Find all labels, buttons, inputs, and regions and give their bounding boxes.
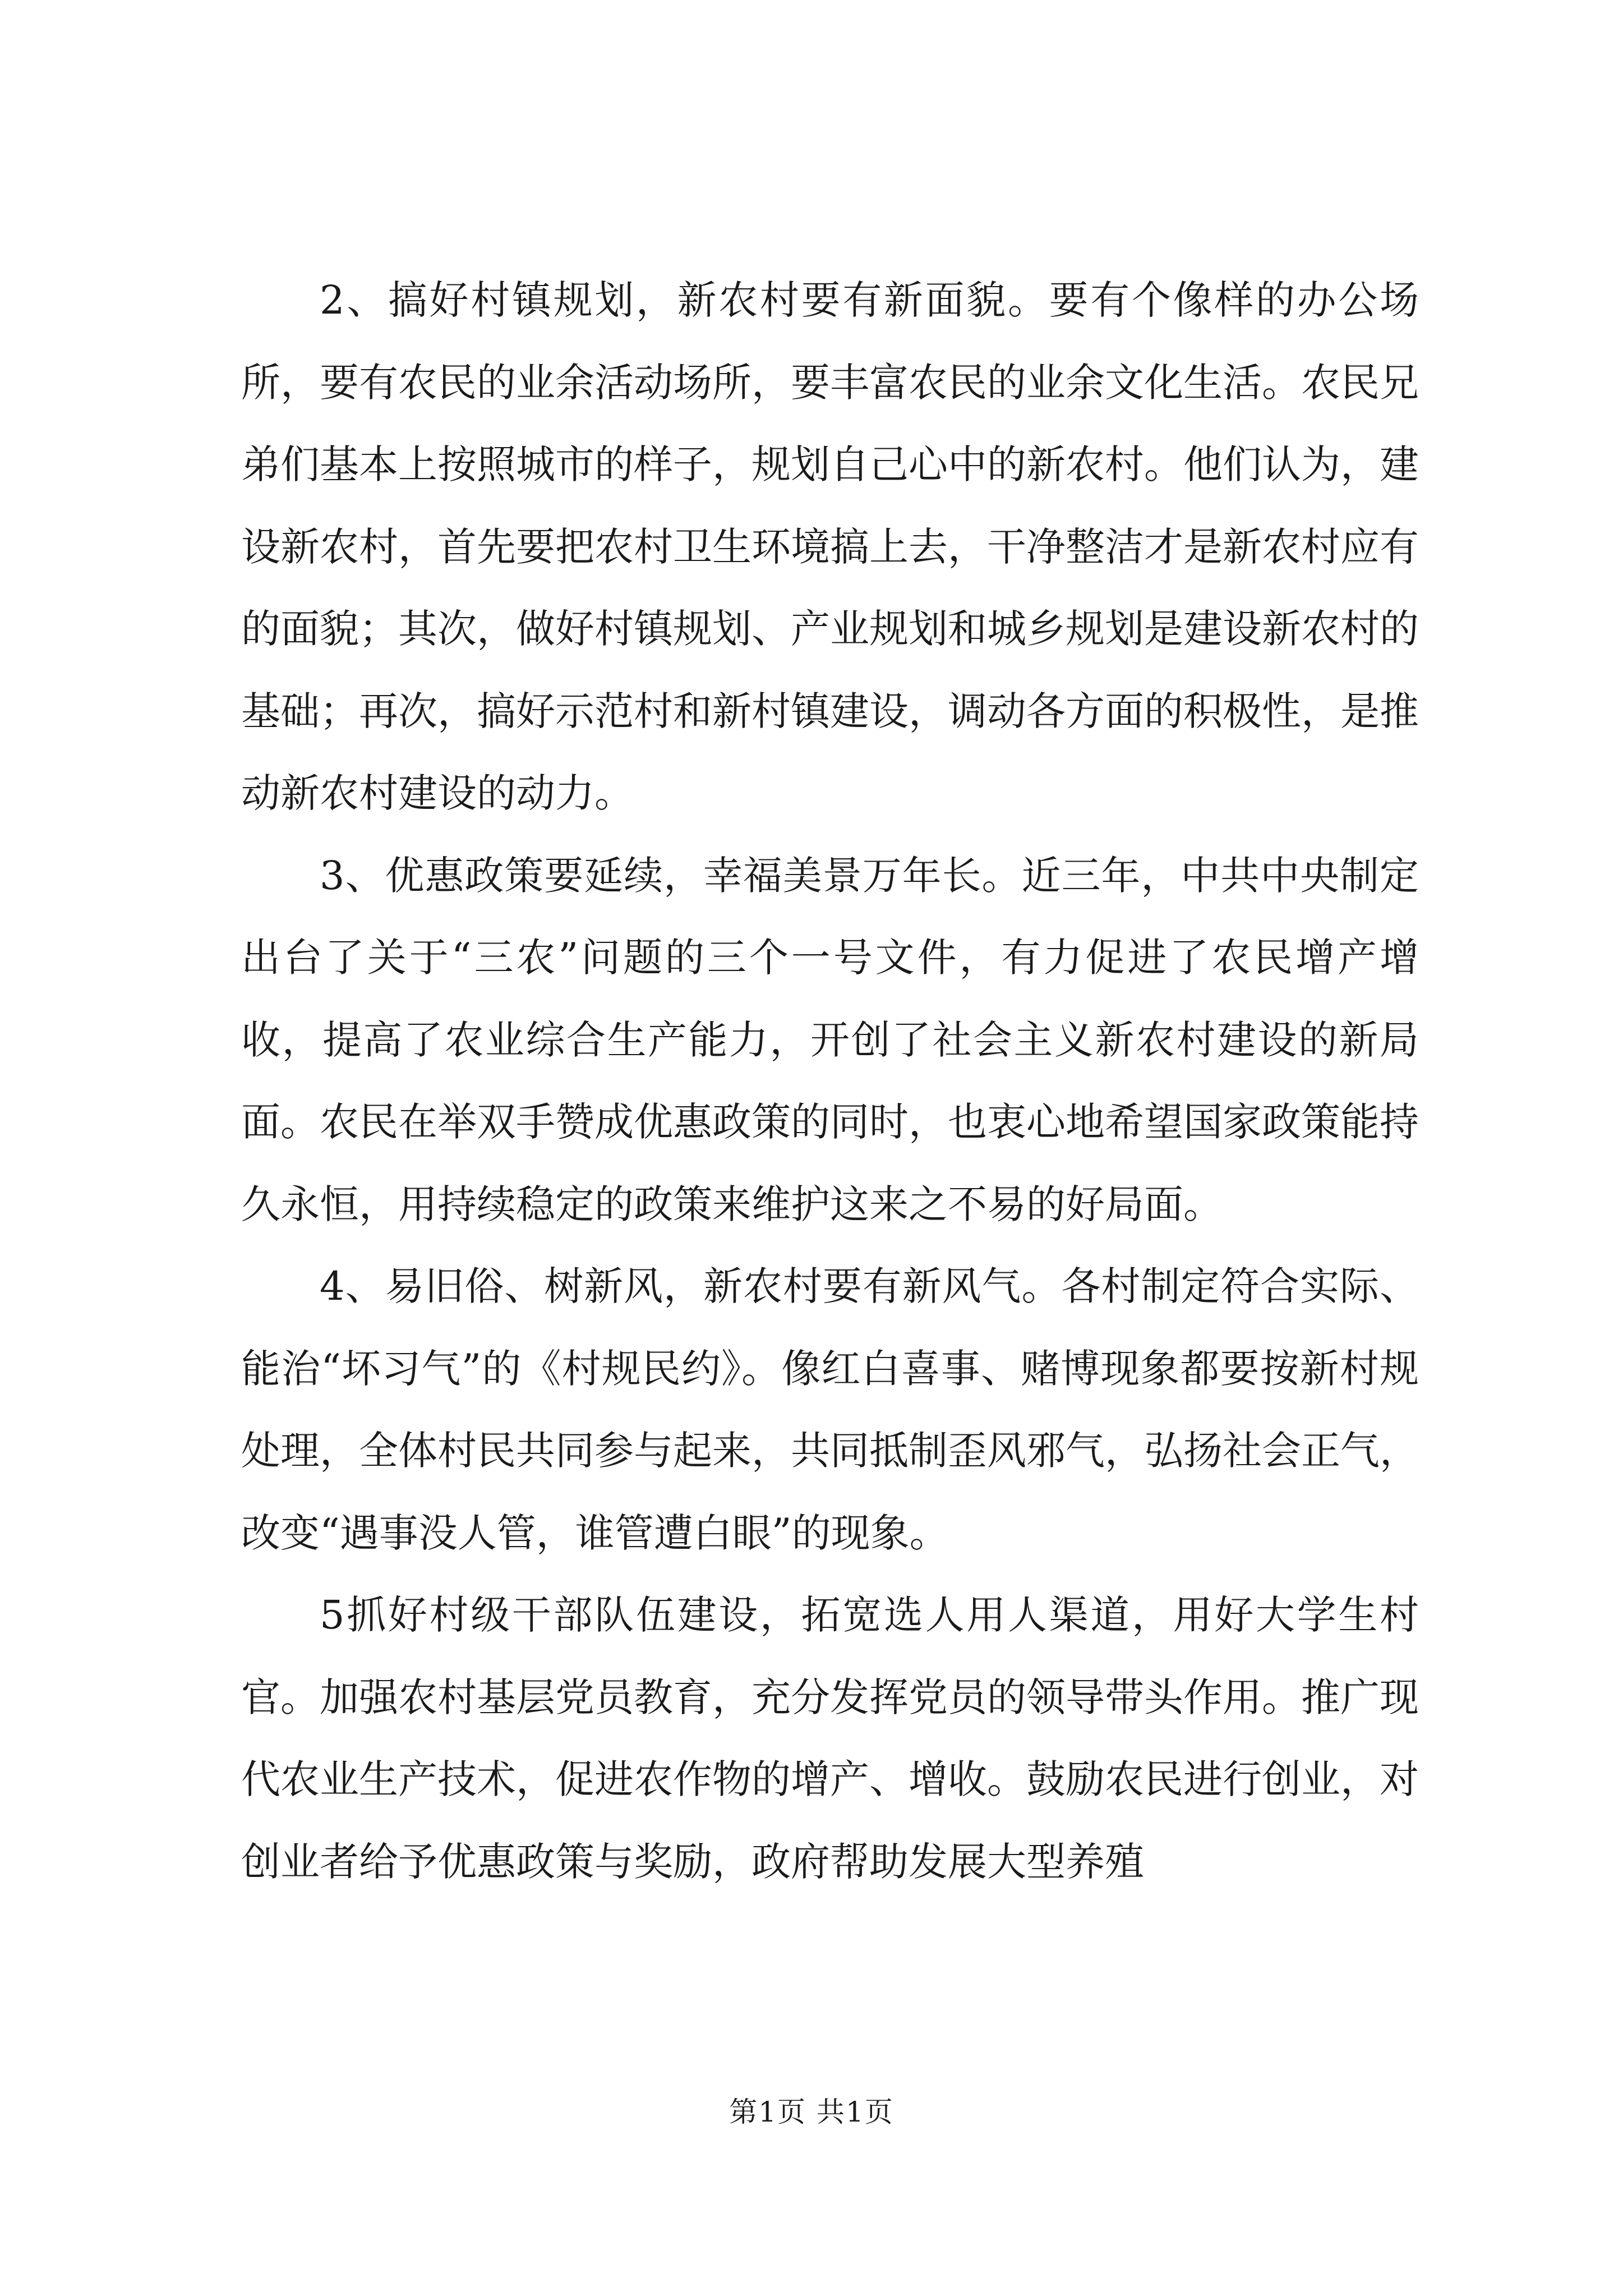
document-body (241, 259, 1419, 1903)
paragraph-4: 4、易旧俗、树新风，新农村要有新风气。各村制定符合实际、能治“坏习气”的《村规民约》。像红白喜事、赌博现象都要按新村规处理，全体村民共同参与起来，共同抵制歪风邪气，弘扬社会正气，改变“遇事没人管，谁管遭白眼”的现象。 (241, 1263, 1419, 1556)
paragraph-2: 2、搞好村镇规划，新农村要有新面貌。要有个像样的办公场所，要有农民的业余活动场所，要丰富农民的业余文化生活。农民兄弟们基本上按照城市的样子，规划自己心中的新农村。他们认为，建设新农村，首先要把农村卫生环境搞上去，干净整洁才是新农村应有的面貌；其次，做好村镇规划、产业规划和城乡规划是建设新农村的基础；再次，搞好示范村和新村镇建设，调动各方面的积极性，是推动新农村建设的动力。 (241, 277, 1419, 816)
paragraph-3: 3、优惠政策要延续，幸福美景万年长。近三年，中共中央制定出台了关于“三农”问题的三个一号文件，有力促进了农民增产增收，提高了农业综合生产能力，开创了社会主义新农村建设的新局面。农民在举双手赞成优惠政策的同时，也衷心地希望国家政策能持久永恒，用持续稳定的政策来维护这来之不易的好局面。 (241, 852, 1419, 1227)
paragraph-5: 5抓好村级干部队伍建设，拓宽选人用人渠道，用好大学生村官。加强农村基层党员教育，充分发挥党员的领导带头作用。推广现代农业生产技术，促进农作物的增产、增收。鼓励农民进行创业，对创业者给予优惠政策与奖励，政府帮助发展大型养殖 (241, 1592, 1419, 1885)
page-footer: 第1页 共1页 (729, 2096, 894, 2128)
